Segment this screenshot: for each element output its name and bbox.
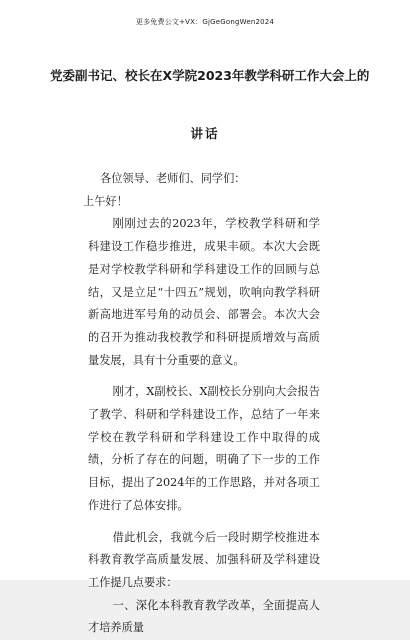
section-heading: 一、深化本科教育教学改革，全面提高人才培养质量 [88, 598, 320, 635]
paragraph-2: 刚才，X副校长、X副校长分别向大会报告了教学、科研和学科建设工作，总结了一年来学校在教学科研和学科建设工作中取得的成绩，分析了存在的问题，明确了下一步的工作目标，提出了2024年的工作思路，并对各项工作进行了总体安排。 [88, 385, 320, 512]
document-title: 党委副书记、校长在X学院2023年教学科研工作大会上的 [50, 68, 370, 83]
salutation: 各位领导、老师们、同学们： [100, 172, 246, 185]
greeting: 上午好！ [83, 194, 128, 208]
speech-body [83, 168, 320, 640]
paragraph-1: 刚刚过去的2023年，学校教学科研和学科建设工作稳步推进，成果丰硕。本次大会既是对学校教学科研和学科建设工作的回顾与总结，又是立足“十四五”规划，吹响向教学科研新高地进军号角的动员会、部署会。本次大会的召开为推动我校教学和科研提质增效与高质量发展，具有十分重要的意义。 [88, 217, 320, 367]
paragraph-3: 借此机会，我就今后一段时期学校推进本科教育教学高质量发展、加强科研及学科建设工作提几点要求： [88, 530, 320, 589]
header-note: 更多免费公文+VX：GjGeGongWen2024 [135, 18, 275, 26]
document-title-continuation: 讲话 [190, 126, 220, 141]
